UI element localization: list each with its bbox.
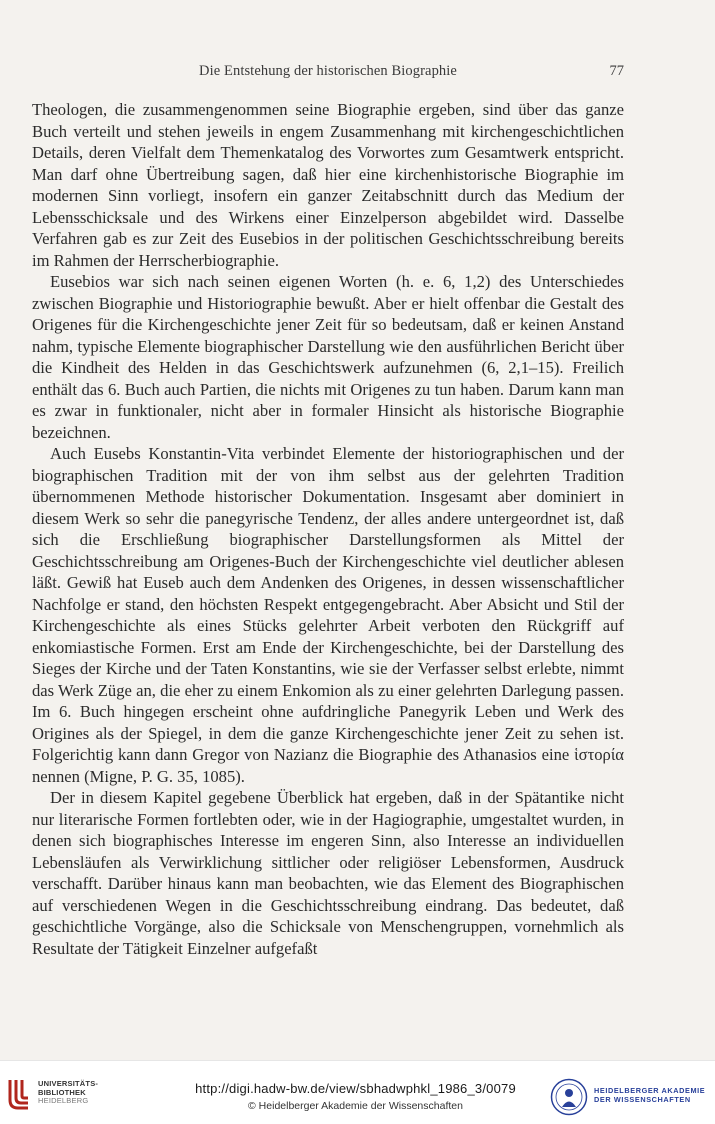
page-number: 77 [609, 63, 624, 79]
footer-bar [0, 1060, 715, 1124]
running-head [32, 63, 624, 83]
body-text [32, 99, 624, 959]
paragraph: Theologen, die zusammengenommen seine Biographie ergeben, sind über das ganze Buch verteilt und stehen jeweils in engem Zusammenhang mit kirchengeschichtlichen Details, deren Vielfalt dem Themenkatalog des Vorwortes zum Gesamtwerk entspricht. Man darf ohne Übertreibung sagen, daß hier eine kirchenhistorische Biographie im modernen Sinn vorliegt, insofern ein ganzer Zeitabschnitt durch das Medium der Lebensschicksale und des Wirkens einer Einzelperson abgebildet wird. Dasselbe Verfahren gab es zur Zeit des Eusebios in der politischen Geschichtsschreibung bereits im Rahmen der Herrscherbiographie. [32, 100, 624, 270]
academy-name [594, 1086, 705, 1104]
university-library-mark-icon [6, 1078, 34, 1110]
running-title: Die Entstehung der historischen Biographie [199, 63, 457, 79]
academy-line: DER WISSENSCHAFTEN [594, 1095, 691, 1104]
paragraph: Der in diesem Kapitel gegebene Überblick hat ergeben, daß in der Spätantike nicht nur literarische Formen fortlebten oder, wie in der Hagiographie, umgestaltet wurden, in denen sich biographisches Interesse im engeren Sinn, also Interesse an individuellen Lebensläufen als Verwirklichung sittlicher oder religiöser Lebensformen, Ausdruck verschafft. Darüber hinaus kann man beobachten, wie das Element des Biographischen auf verschiedenen Wegen in die Geschichtsschreibung eindrang. Das bedeutet, daß geschichtliche Vorgänge, also die Schicksale von Menschengruppen, vornehmlich als Resultate der Tätigkeit Einzelner aufgefaßt [32, 788, 624, 958]
paragraph: Auch Eusebs Konstantin-Vita verbindet Elemente der historiographischen und der biographischen Tradition mit der von ihm selbst aus der gelehrten Tradition übernommenen Methode historischer Dokumentation. Insgesamt aber dominiert in diesem Werk so sehr die panegyrische Tendenz, der alles andere untergeordnet ist, daß sich die Erschließung biographischer Darstellungsformen als Mittel der Geschichtsschreibung am Origenes-Buch der Kirchengeschichte viel deutlicher ablesen läßt. Gewiß hat Euseb auch dem Andenken des Origenes, in dessen wissenschaftlicher Nachfolge er stand, den höchsten Respekt entgegengebracht. Aber Absicht und Stil der Kirchengeschichte als eines Stücks gelehrter Arbeit verboten den Rückgriff auf enkomiastische Formen. Erst am Ende der Kirchengeschichte, bei der Darstellung des Sieges der Kirche und der Taten Konstantins, wie sie der Verfasser selbst erlebte, nimmt das Werk Züge an, die eher zu einem Enkomion als zu einer gelehrten Darlegung passen. Im 6. Buch hingegen erscheint ohne aufdringliche Panegyrik Leben und Werk des Origines als der Spiegel, in dem die ganze Kirchengeschichte jener Zeit zu sehen ist. Folgerichtig kann dann Gregor von Nazianz die Biographie des Athanasios eine ἱστορία nennen (Migne, P. G. 35, 1085). [32, 444, 624, 786]
copyright-notice: © Heidelberger Akademie der Wissenschaften [248, 1100, 463, 1112]
library-line: HEIDELBERG [38, 1096, 89, 1105]
permalink-url[interactable]: http://digi.hadw-bw.de/view/sbhadwphkl_1986_3/0079 [195, 1081, 516, 1096]
footer-center [118, 1081, 593, 1112]
library-line: BIBLIOTHEK [38, 1087, 86, 1097]
academy-line: HEIDELBERGER AKADEMIE [594, 1086, 706, 1095]
university-library-logo[interactable] [6, 1078, 116, 1118]
academy-seal-icon [550, 1078, 588, 1116]
university-library-name [38, 1080, 98, 1106]
library-line: UNIVERSITÄTS- [38, 1079, 99, 1088]
paragraph: Eusebios war sich nach seinen eigenen Worten (h. e. 6, 1,2) des Unterschiedes zwischen Biographie und Historiographie bewußt. Aber er hielt offenbar die Gestalt des Origenes für die Kirchengeschichte jener Zeit für so bedeutsam, daß er keinen Anstand nahm, typische Elemente biographischer Darstellung wie den ausführlichen Bericht über die Kindheit des Helden in das Geschichtswerk aufzunehmen (6, 2,1–15). Freilich enthält das 6. Buch auch Partien, die nichts mit Origenes zu tun haben. Darum kann man es zwar in funktionaler, nicht aber in formaler Hinsicht als historische Biographie bezeichnen. [32, 272, 624, 442]
academy-logo[interactable] [550, 1078, 710, 1118]
